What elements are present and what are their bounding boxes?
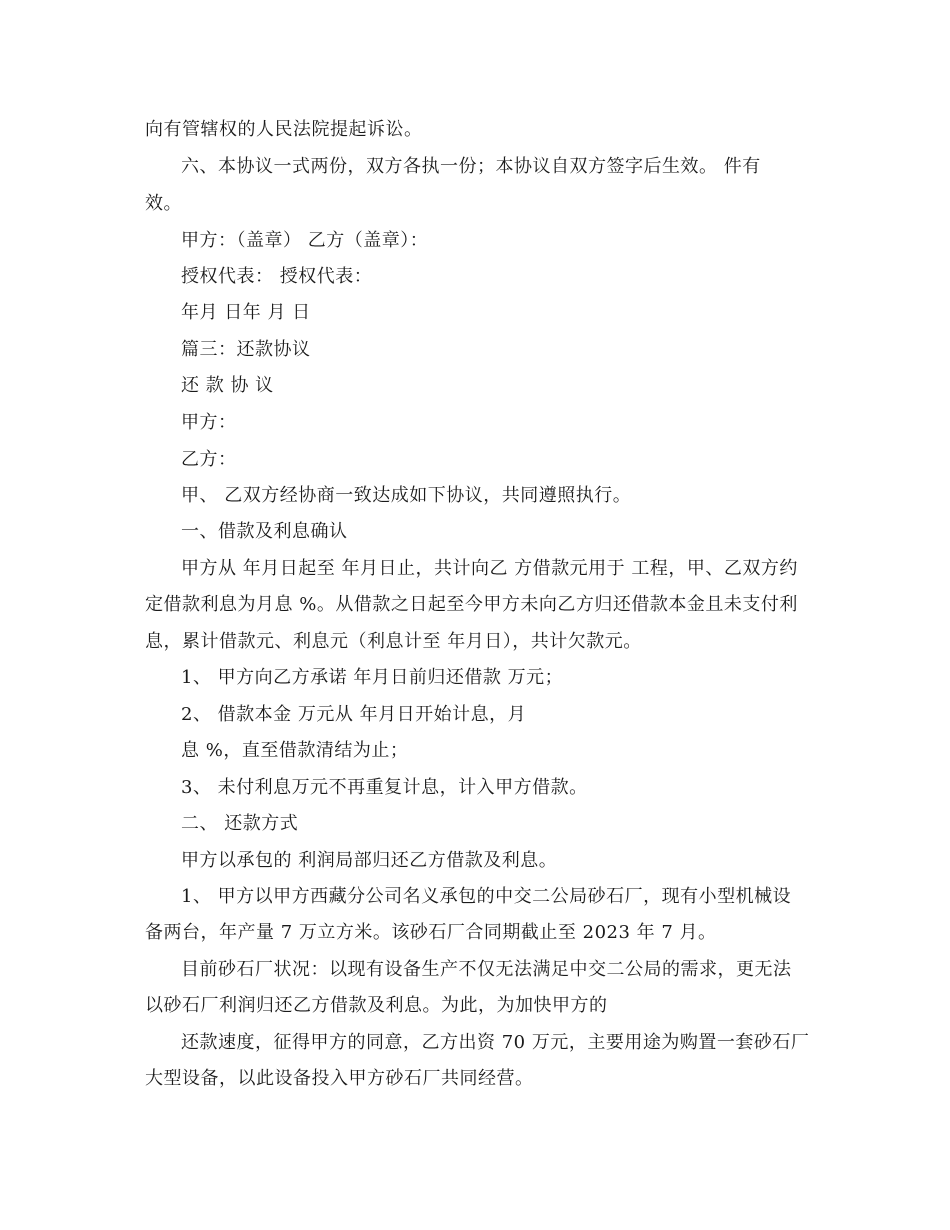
- document-title: 还 款 协 议: [181, 375, 274, 396]
- text-line: 以砂石厂利润归还乙方借款及利息。为此，为加快甲方的: [145, 995, 608, 1016]
- text-line: 息 %，直至借款清结为止；: [181, 740, 409, 761]
- item-three: 3、 未付利息万元不再重复计息，计入甲方借款。: [181, 777, 588, 798]
- text-line: 定借款利息为月息 %。从借款之日起至今甲方未向乙方归还借款本金且未支付利: [145, 594, 798, 615]
- text-line: 向有管辖权的人民法院提起诉讼。: [145, 119, 423, 140]
- text-line: 大型设备，以此设备投入甲方砂石厂共同经营。: [145, 1068, 534, 1089]
- text-line: 效。: [145, 193, 182, 214]
- text-line: 甲方从 年月日起至 年月日止，共计向乙 方借款元用于 工程，甲、乙双方约: [181, 558, 798, 579]
- text-line: 1、 甲方以甲方西藏分公司名义承包的中交二公局砂石厂，现有小型机械设: [181, 886, 792, 907]
- clause-heading-two: 二、 还款方式: [181, 813, 299, 834]
- text-line: 还款速度，征得甲方的同意，乙方出资 70 万元，主要用途为购置一套砂石厂: [181, 1032, 810, 1053]
- text-line: 甲方以承包的 利润局部归还乙方借款及利息。: [181, 850, 558, 871]
- party-a-label: 甲方：: [181, 412, 237, 433]
- section-heading: 篇三：还款协议: [181, 339, 311, 360]
- authorized-representatives: 授权代表： 授权代表：: [181, 266, 373, 287]
- party-b-label: 乙方：: [181, 449, 237, 470]
- clause-six: 六、本协议一式两份，双方各执一份；本协议自双方签字后生效。 件有: [181, 156, 761, 177]
- text-line: 息，累计借款元、利息元（利息计至 年月日），共计欠款元。: [145, 631, 642, 652]
- signature-dates: 年月 日年 月 日: [181, 302, 311, 323]
- item-one: 1、 甲方向乙方承诺 年月日前归还借款 万元；: [181, 667, 564, 688]
- item-two: 2、 借款本金 万元从 年月日开始计息，月: [181, 704, 527, 725]
- agreement-intro: 甲、 乙双方经协商一致达成如下协议，共同遵照执行。: [181, 485, 632, 506]
- text-line: 目前砂石厂状况：以现有设备生产不仅无法满足中交二公局的需求，更无法: [181, 959, 792, 980]
- clause-heading-one: 一、借款及利息确认: [181, 521, 348, 542]
- signature-parties: 甲方：（盖章） 乙方（盖章）：: [181, 230, 429, 251]
- text-line: 备两台，年产量 7 万立方米。该砂石厂合同期截止至 2023 年 7 月。: [145, 922, 717, 943]
